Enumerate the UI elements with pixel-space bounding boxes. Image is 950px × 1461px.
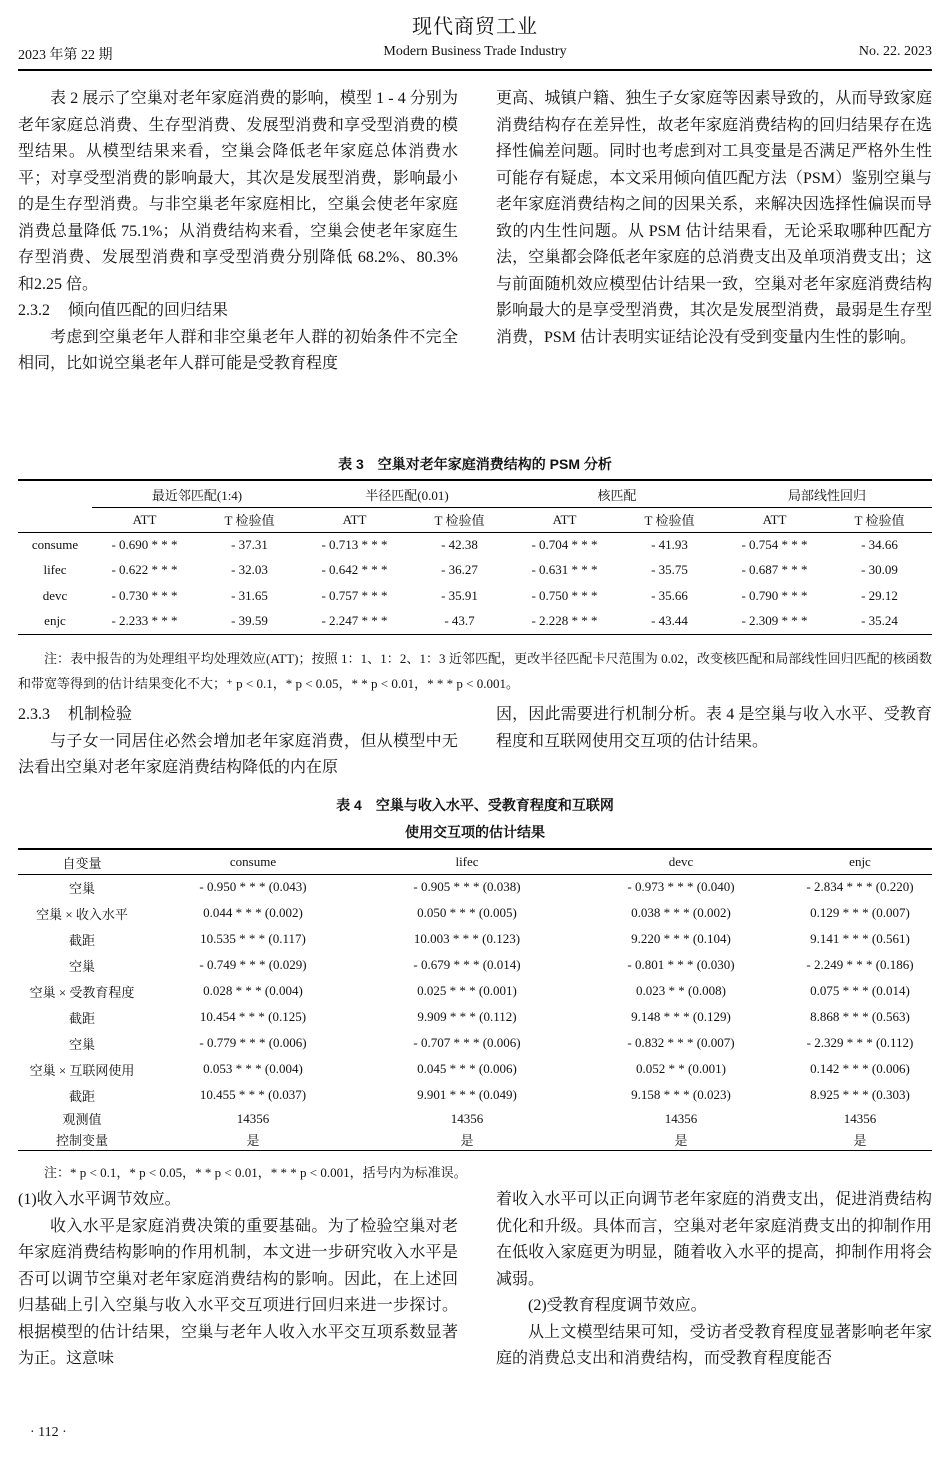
cell: - 0.750 * * * — [531, 587, 598, 603]
cell: 14356 — [664, 1110, 698, 1126]
table3-subheader: ATT — [342, 511, 367, 527]
table3-group-header: 最近邻匹配(1:4) — [92, 482, 302, 507]
cell: 0.028 * * * (0.004) — [203, 983, 303, 998]
cell: 0.025 * * * (0.001) — [417, 983, 517, 998]
row-label: enjc — [44, 613, 66, 628]
cell: 0.045 * * * (0.006) — [417, 1061, 517, 1076]
paragraph: 与子女一同居住必然会增加老年家庭消费，但从模型中无法看出空巢对老年家庭消费结构降低的内在原 — [18, 732, 458, 776]
cell: - 0.905 * * * (0.038) — [413, 879, 521, 895]
cell: 是 — [246, 1132, 260, 1148]
cell: - 43.44 — [651, 613, 688, 628]
cell: - 2.228 * * * — [531, 613, 598, 628]
row-label: 空巢 × 互联网使用 — [29, 1062, 135, 1078]
table3-subheader: T 检验值 — [644, 513, 695, 528]
table-row — [18, 900, 932, 926]
cell: 10.455 * * * (0.037) — [199, 1087, 307, 1102]
cell: - 0.687 * * * — [741, 562, 808, 578]
cell: - 35.75 — [651, 562, 688, 578]
table4-header: 自变量 — [62, 855, 102, 871]
table-row — [18, 1056, 932, 1082]
cell: - 32.03 — [231, 562, 268, 578]
table3 — [18, 482, 932, 635]
row-label: lifec — [43, 562, 67, 578]
cell: - 0.790 * * * — [741, 587, 808, 603]
paragraph: 收入水平是家庭消费决策的重要基础。为了检验空巢对老年家庭消费结构影响的作用机制，本文进一步研究收入水平是否可以调节空巢对老年家庭消费结构的影响。因此，在上述回归基础上引入空巢与收入水平交互项进行回归来进一步探讨。根据模型的估计结果，空巢与老年人收入水平交互项系数显著为正。这意味 — [18, 1217, 458, 1367]
table3-group-header: 半径匹配(0.01) — [302, 482, 512, 507]
mid-left-column — [18, 702, 458, 782]
row-label: 空巢 — [68, 1036, 95, 1052]
table3-subheader: T 检验值 — [854, 513, 905, 528]
row-label: 截距 — [68, 1010, 95, 1026]
cell: 10.454 * * * (0.125) — [199, 1009, 307, 1024]
cell: 0.044 * * * (0.002) — [203, 905, 303, 920]
row-label: devc — [42, 587, 68, 603]
table3-corner — [18, 482, 92, 507]
cell: - 36.27 — [441, 562, 478, 578]
cell: - 0.690 * * * — [111, 537, 178, 552]
row-label: 截距 — [68, 1088, 95, 1104]
paragraph: 着收入水平可以正向调节老年家庭的消费支出，促进消费结构优化和升级。具体而言，空巢对老年家庭消费支出的抑制作用在低收入家庭更为明显，随着收入水平的提高，抑制作用将会减弱。 — [496, 1191, 932, 1288]
cell: - 35.66 — [651, 587, 688, 603]
cell: - 0.622 * * * — [111, 562, 178, 578]
table3-group-header: 核匹配 — [512, 482, 722, 507]
table3-subheader: ATT — [552, 511, 577, 527]
cell: - 29.12 — [861, 587, 898, 603]
cell: - 0.757 * * * — [321, 587, 388, 603]
section-title: 机制检验 — [68, 706, 133, 723]
table3-subheader: ATT — [132, 511, 157, 527]
cell: 0.052 * * (0.001) — [636, 1061, 726, 1076]
row-label: consume — [31, 537, 79, 552]
cell: - 0.631 * * * — [531, 562, 598, 578]
row-label: 观测值 — [62, 1112, 102, 1127]
cell: - 39.59 — [231, 613, 268, 628]
cell: 9.909 * * * (0.112) — [417, 1009, 517, 1024]
table4-header: lifec — [455, 854, 479, 870]
cell: - 0.950 * * * (0.043) — [199, 879, 307, 895]
cell: - 0.749 * * * (0.029) — [199, 957, 307, 972]
row-label: 空巢 — [68, 958, 95, 974]
row-label: 空巢 × 受教育程度 — [29, 984, 135, 1000]
cell: - 2.233 * * * — [111, 613, 178, 628]
table-row — [18, 1082, 932, 1108]
section-number: 2.3.3 — [18, 706, 50, 723]
section-title: 倾向值匹配的回归结果 — [68, 302, 229, 319]
table3-note: 注：表中报告的为处理组平均处理效应(ATT)；按照 1：1、1：2、1：3 近邻匹配，更改半径匹配卡尺范围为 0.02，改变核匹配和局部线性回归匹配的核函数和带宽等得到的估计结果变化不大；⁺ p < 0.1，* p < 0.05，* * p < 0.01，* * * p < 0.001。 — [18, 651, 932, 691]
table-row — [18, 1129, 932, 1150]
cell: 14356 — [450, 1110, 484, 1126]
table-row — [18, 874, 932, 900]
table-row — [18, 926, 932, 952]
table3-subheader: ATT — [762, 511, 787, 527]
table4-header: devc — [668, 854, 694, 870]
cell: 9.148 * * * (0.129) — [631, 1009, 731, 1024]
cell: 14356 — [843, 1110, 877, 1126]
table4-title-line1: 表 4 空巢与收入水平、受教育程度和互联网 — [336, 797, 614, 813]
section-heading-2-3-2 — [18, 298, 458, 325]
cell: - 0.730 * * * — [111, 587, 178, 603]
top-right-column — [496, 86, 932, 351]
cell: - 34.66 — [861, 537, 898, 552]
paragraph: 从上文模型结果可知，受访者受教育程度显著影响老年家庭的消费总支出和消费结构，而受教育程度能否 — [496, 1323, 932, 1367]
table3-top-rule — [18, 479, 932, 481]
cell: 0.129 * * * (0.007) — [810, 905, 910, 920]
cell: - 0.713 * * * — [321, 537, 388, 552]
paragraph: 因，因此需要进行机制分析。表 4 是空巢与收入水平、受教育程度和互联网使用交互项的估计结果。 — [496, 706, 932, 750]
table-row — [18, 532, 932, 558]
subheading: (2)受教育程度调节效应。 — [528, 1297, 707, 1314]
cell: - 0.679 * * * (0.014) — [413, 957, 521, 972]
table-row — [18, 1004, 932, 1030]
cell: - 2.309 * * * — [741, 613, 808, 628]
cell: - 0.779 * * * (0.006) — [199, 1035, 307, 1050]
cell: - 0.801 * * * (0.030) — [627, 957, 735, 972]
page-number: · 112 · — [30, 1425, 67, 1440]
journal-english-title: Modern Business Trade Industry — [383, 44, 567, 59]
cell: 9.141 * * * (0.561) — [810, 931, 910, 946]
cell: - 43.7 — [444, 613, 475, 628]
table-row — [18, 558, 932, 584]
cell: - 35.24 — [861, 613, 898, 628]
cell: - 2.834 * * * (0.220) — [806, 879, 914, 895]
table-row — [18, 1030, 932, 1056]
cell: 8.925 * * * (0.303) — [810, 1087, 910, 1102]
header-rule — [18, 69, 932, 71]
table4-title-line2: 使用交互项的估计结果 — [405, 824, 545, 840]
cell: 9.901 * * * (0.049) — [417, 1087, 517, 1102]
cell: 是 — [460, 1132, 474, 1148]
cell: 是 — [853, 1132, 867, 1148]
cell: - 2.249 * * * (0.186) — [806, 957, 914, 972]
table-row — [18, 1108, 932, 1129]
paragraph: 表 2 展示了空巢对老年家庭消费的影响，模型 1 - 4 分别为老年家庭总消费、生存型消费、发展型消费和享受型消费的模型结果。从模型结果来看，空巢会降低老年家庭总体消费水平；对享受型消费的影响最大，其次是发展型消费，影响最小的是生存型消费。与非空巢老年家庭相比，空巢会使老年家庭消费总量降低 75.1%；从消费结构来看，空巢会使老年家庭生存型消费、发展型消费和享受型消费分别降低 68.2%、80.3% 和2.25 倍。 — [18, 90, 458, 293]
section-number: 2.3.2 — [18, 302, 50, 319]
cell: 是 — [674, 1132, 688, 1148]
table4-note: 注：* p < 0.1，* p < 0.05，* * p < 0.01，* * * p < 0.001，括号内为标准误。 — [44, 1165, 467, 1180]
cell: 0.142 * * * (0.006) — [810, 1061, 910, 1076]
cell: 10.003 * * * (0.123) — [413, 931, 521, 946]
row-label: 空巢 — [68, 880, 95, 896]
cell: 0.023 * * (0.008) — [636, 983, 726, 998]
cell: - 2.247 * * * — [321, 613, 388, 628]
table3-subheader: T 检验值 — [434, 513, 485, 528]
cell: - 41.93 — [651, 537, 688, 552]
section-heading-2-3-3 — [18, 702, 458, 729]
table-row — [18, 609, 932, 635]
table4-header: consume — [229, 854, 277, 870]
mid-right-column — [496, 702, 932, 755]
table3-title: 表 3 空巢对老年家庭消费结构的 PSM 分析 — [338, 456, 612, 472]
cell: 0.075 * * * (0.014) — [810, 983, 910, 998]
cell: - 35.91 — [441, 587, 478, 603]
cell: 9.220 * * * (0.104) — [631, 931, 731, 946]
cell: - 0.707 * * * (0.006) — [413, 1035, 521, 1050]
paragraph: 更高、城镇户籍、独生子女家庭等因素导致的，从而导致家庭消费结构存在差异性，故老年家庭消费结构的回归结果存在选择性偏差问题。同时也考虑到对工具变量是否满足严格外生性可能存有疑虑，本文采用倾向值匹配方法（PSM）鉴别空巢与老年家庭消费结构之间的因果关系，来解决因选择性偏误而导致的内生性问题。从 PSM 估计结果看，无论采取哪种匹配方法，空巢都会降低老年家庭的总消费支出及单项消费支出；这与前面随机效应模型估计结果一致，空巢对老年家庭消费结构影响最大的是享受型消费，其次是发展型消费，最弱是生存型消费，PSM 估计表明实证结论没有受到变量内生性的影响。 — [496, 90, 932, 346]
subheading: (1)收入水平调节效应。 — [18, 1191, 181, 1208]
paragraph: 考虑到空巢老年人群和非空巢老年人群的初始条件不完全相同，比如说空巢老年人群可能是受教育程度 — [18, 328, 458, 372]
table4 — [18, 851, 932, 1151]
table-row — [18, 978, 932, 1004]
cell: - 0.642 * * * — [321, 562, 388, 578]
journal-title: 现代商贸工业 — [412, 16, 538, 38]
cell: - 30.09 — [861, 562, 898, 578]
cell: - 0.754 * * * — [741, 537, 808, 552]
cell: - 42.38 — [441, 537, 478, 552]
cell: 14356 — [236, 1110, 270, 1126]
issue-number: No. 22. 2023 — [858, 44, 932, 59]
cell: - 0.832 * * * (0.007) — [627, 1035, 735, 1050]
bottom-right-column — [496, 1187, 932, 1373]
row-label: 控制变量 — [55, 1132, 108, 1148]
row-label: 截距 — [68, 932, 95, 948]
table-row — [18, 952, 932, 978]
cell: - 2.329 * * * (0.112) — [806, 1035, 914, 1050]
cell: - 37.31 — [231, 537, 268, 552]
table3-corner — [18, 507, 92, 532]
cell: - 31.65 — [231, 587, 268, 603]
issue-label: 2023 年第 22 期 — [18, 48, 113, 63]
cell: - 0.973 * * * (0.040) — [627, 879, 735, 895]
table4-top-rule — [18, 848, 932, 850]
table3-subheader: T 检验值 — [224, 513, 275, 528]
cell: - 0.704 * * * — [531, 537, 598, 552]
cell: 0.038 * * * (0.002) — [631, 905, 731, 920]
cell: 9.158 * * * (0.023) — [631, 1087, 731, 1102]
row-label: 空巢 × 收入水平 — [36, 906, 128, 922]
cell: 8.868 * * * (0.563) — [810, 1009, 910, 1024]
bottom-left-column — [18, 1187, 458, 1373]
cell: 0.053 * * * (0.004) — [203, 1061, 303, 1076]
cell: 10.535 * * * (0.117) — [200, 931, 306, 946]
table3-group-header: 局部线性回归 — [722, 482, 932, 507]
top-left-column — [18, 86, 458, 378]
table-row — [18, 583, 932, 609]
cell: 0.050 * * * (0.005) — [417, 905, 517, 920]
table4-header: enjc — [849, 854, 871, 870]
